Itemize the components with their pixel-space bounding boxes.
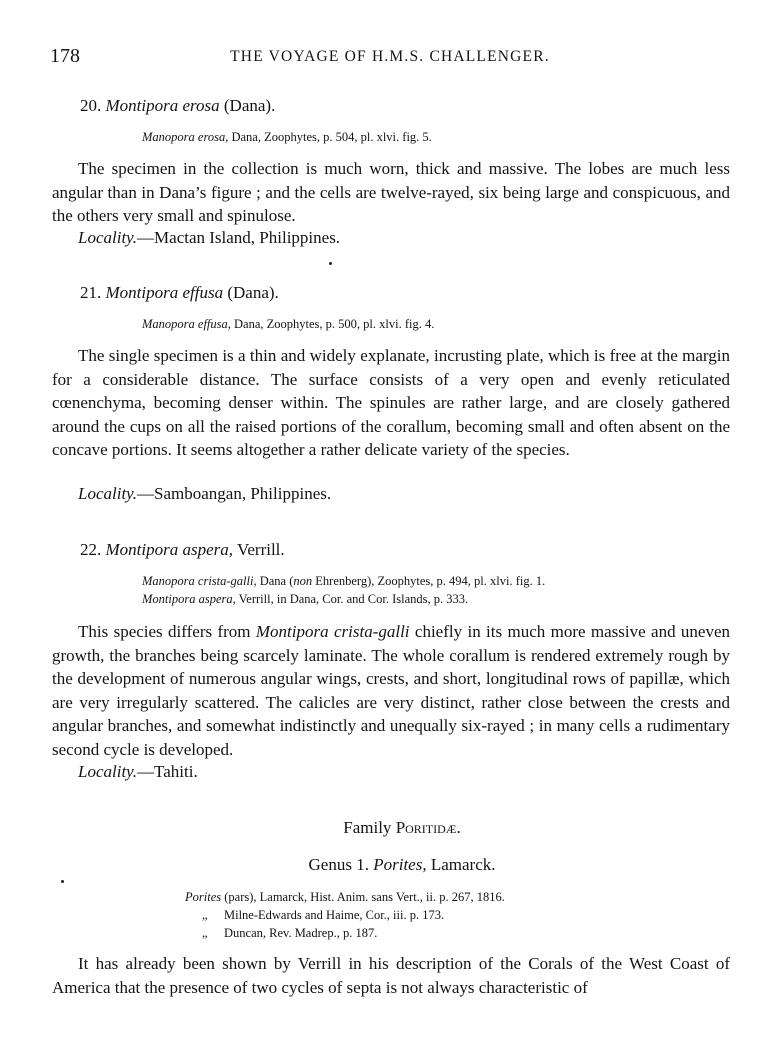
synonym-reference: Manopora crista-galli, Dana (non Ehrenberg), Zoophytes, p. 494, pl. xlvi. fig. 1. [142, 574, 546, 588]
locality-line: Locality.—Mactan Island, Philippines. [78, 228, 341, 247]
species-heading: 22. Montipora aspera, Verrill. [80, 540, 285, 559]
print-speck [329, 262, 332, 265]
page-header [50, 45, 730, 75]
genus-reference: „ Milne-Edwards and Haime, Cor., iii. p. 173. [202, 908, 445, 922]
genus-heading: Genus 1. Porites, Lamarck. [308, 855, 496, 874]
synonym-reference: Montipora aspera, Verrill, in Dana, Cor. and Cor. Islands, p. 333. [142, 592, 469, 606]
running-title: THE VOYAGE OF H.M.S. CHALLENGER. [230, 48, 550, 65]
species-description: This species differs from Montipora crista-galli chiefly in its much more massive and uneven growth, the branches being scarcely laminate. The whole corallum is rendered extremely rough by the development of numerous angular wings, crests, and short, longitudinal rows of papillæ, which are very irregularly scattered. The calicles are very distinct, rather close between the crests and angular branches, and somewhat indistinctly and unequally six-rayed ; in many cells a rudimentary second cycle is developed. [52, 622, 731, 759]
species-heading: 20. Montipora erosa (Dana). [80, 96, 276, 115]
species-heading: 21. Montipora effusa (Dana). [80, 283, 279, 302]
genus-reference: Porites (pars), Lamarck, Hist. Anim. sans Vert., ii. p. 267, 1816. [185, 890, 505, 904]
closing-paragraph: It has already been shown by Verrill in his description of the Corals of the West Coast of America that the presence of two cycles of septa is not always characteristic of [52, 954, 730, 997]
species-description: The specimen in the collection is much worn, thick and massive. The lobes are much less angular than in Dana’s figure ; and the cells are twelve-rayed, six being large and conspicuous, and the others very small and spinulose. [52, 159, 730, 225]
synonym-reference: Manopora erosa, Dana, Zoophytes, p. 504, pl. xlvi. fig. 5. [142, 130, 432, 144]
family-heading: Family Poritidæ. [343, 818, 461, 837]
locality-line: Locality.—Tahiti. [78, 762, 198, 781]
locality-line: Locality.—Samboangan, Philippines. [78, 484, 332, 503]
species-description: The single specimen is a thin and widely explanate, incrusting plate, which is free at the margin for a considerable distance. The surface consists of a very open and evenly reticulated cœnenchyma, becoming denser within. The spinules are rather large, and are closely gathered around the cups on all the raised portions of the corallum, becoming small and often absent on the concave portions. It seems altogether a rather delicate variety of the species. [52, 346, 730, 459]
page-number: 178 [50, 45, 80, 67]
synonym-reference: Manopora effusa, Dana, Zoophytes, p. 500, pl. xlvi. fig. 4. [142, 317, 435, 331]
genus-reference: „ Duncan, Rev. Madrep., p. 187. [202, 926, 378, 940]
print-speck [61, 880, 64, 883]
